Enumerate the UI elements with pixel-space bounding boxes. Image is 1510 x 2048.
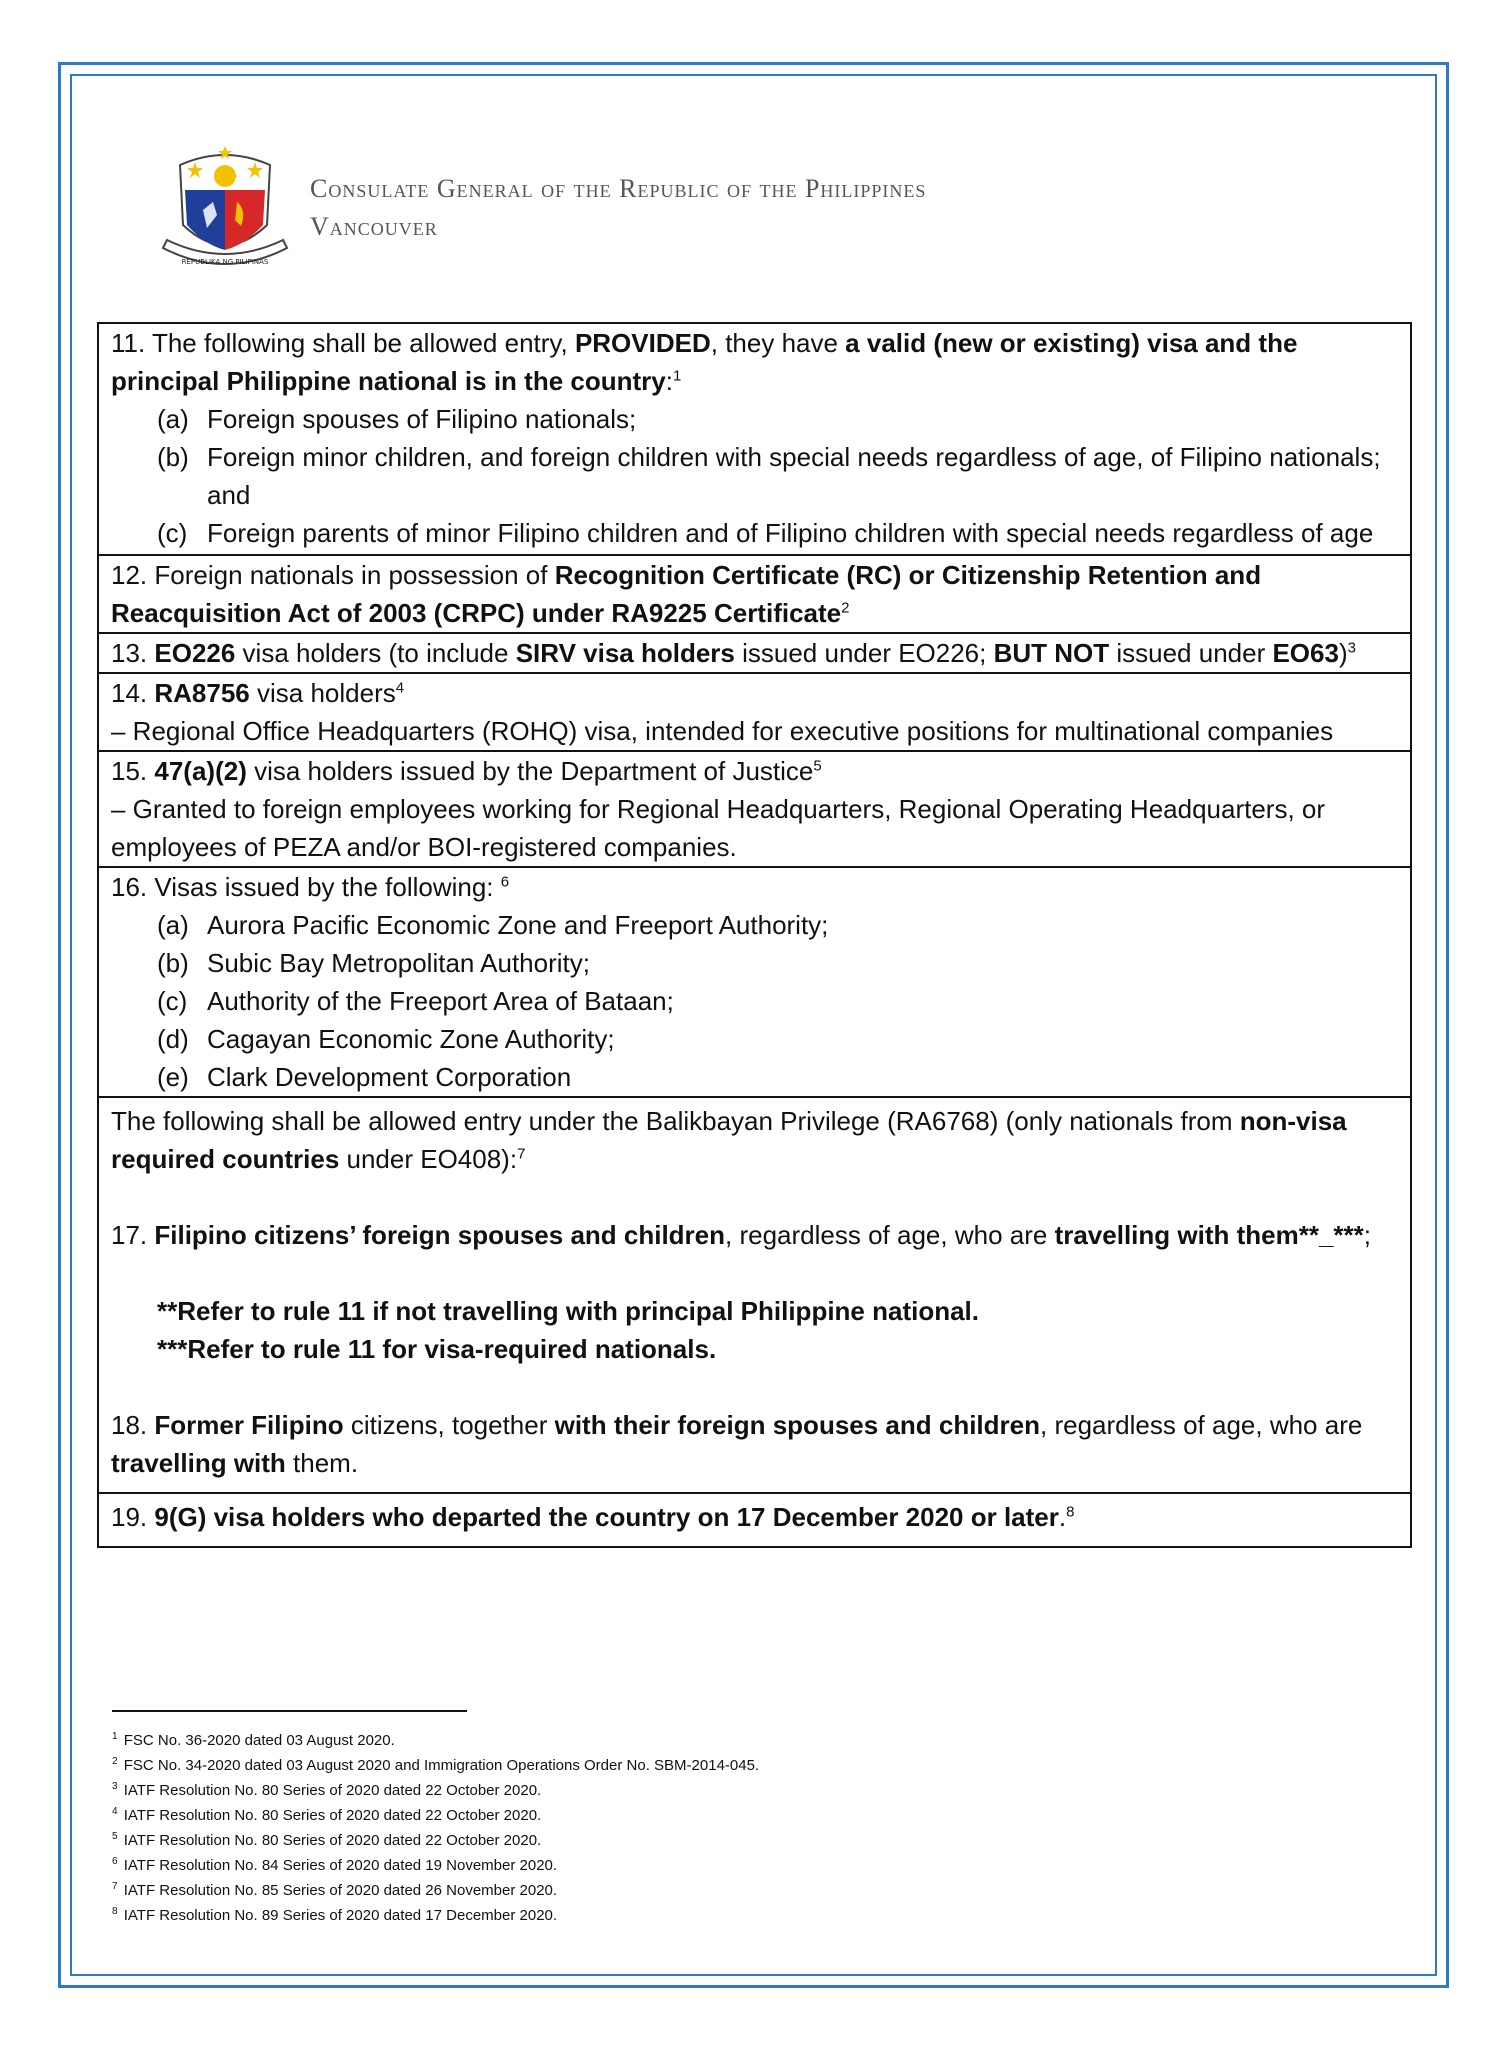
footnote-divider [112, 1710, 467, 1712]
rule-18-former-filipino: Former Filipino [154, 1410, 344, 1440]
rule-16-item [111, 906, 1398, 944]
item-text: Cagayan Economic Zone Authority; [207, 1024, 615, 1054]
rule-11-text: , they have [710, 328, 846, 358]
footnote [112, 1828, 759, 1853]
rule-11-text: 11. The following shall be allowed entry, [111, 328, 575, 358]
rule-11-condition: a valid (new or existing) visa and the principal Philippine national is in the country [111, 328, 1298, 396]
footnote-ref: 2 [841, 599, 850, 617]
footnote [112, 1903, 759, 1928]
footnote-ref: 4 [395, 679, 405, 697]
rule-15-text: visa holders issued by the Department of Justice [246, 756, 814, 786]
footnote-number: 4 [112, 1806, 118, 1817]
rule-17-text: ; [1363, 1220, 1371, 1250]
item-text: Foreign spouses of Filipino nationals; [207, 404, 637, 434]
rule-18-text: them. [285, 1448, 359, 1478]
footnote-number: 3 [112, 1781, 118, 1792]
rule-14-ra8756: RA8756 [154, 678, 250, 708]
item-text: Foreign parents of minor Filipino children and of Filipino children with special needs regardless of age [207, 518, 1374, 548]
rule-15-text: 15. [111, 756, 155, 786]
rule-11-provided: PROVIDED [574, 328, 711, 358]
rule-17-text: 17. [111, 1220, 155, 1250]
rule-18-travelling: travelling with [111, 1448, 286, 1478]
item-label: (d) [157, 1024, 189, 1054]
balikbayan-row [98, 1097, 1411, 1493]
rule-18-text: , regardless of age, who are [1040, 1410, 1363, 1440]
rule-13-sirv: SIRV visa holders [515, 638, 735, 668]
footnote-ref: 7 [517, 1145, 526, 1163]
rule-13-row [98, 633, 1411, 673]
rule-19-text: . [1058, 1502, 1067, 1532]
entry-rules-table [97, 322, 1412, 1548]
rule-19-row [98, 1493, 1411, 1547]
rule-14-text: 14. [111, 678, 155, 708]
footnote [112, 1753, 759, 1778]
item-text: Aurora Pacific Economic Zone and Freeport Authority; [207, 910, 829, 940]
footnote-text: FSC No. 36-2020 dated 03 August 2020. [123, 1732, 395, 1749]
rule-19-9g-visa: 9(G) visa holders who departed the country on 17 December 2020 or later [154, 1502, 1059, 1532]
balikbayan-text: under EO408): [339, 1144, 518, 1174]
header-line-2: Vancouver [310, 212, 438, 241]
rule-17-travelling: travelling with them**_*** [1054, 1220, 1364, 1250]
footnote-text: IATF Resolution No. 84 Series of 2020 dated 19 November 2020. [123, 1857, 558, 1874]
rule-12-text: 12. Foreign nationals in possession of [111, 560, 555, 590]
footnote-ref: 8 [1066, 1503, 1075, 1521]
item-text: Subic Bay Metropolitan Authority; [207, 948, 590, 978]
footnote-text: IATF Resolution No. 80 Series of 2020 dated 22 October 2020. [123, 1807, 542, 1824]
rule-16-item [111, 1058, 1398, 1096]
footnote-text: IATF Resolution No. 85 Series of 2020 dated 26 November 2020. [123, 1882, 558, 1899]
footnote-ref: 6 [500, 873, 510, 891]
footnote-ref: 1 [672, 367, 682, 385]
item-label: (b) [157, 948, 189, 978]
footnotes [112, 1728, 759, 1928]
item-text: Clark Development Corporation [207, 1062, 572, 1092]
rule-17-text: , regardless of age, who are [725, 1220, 1055, 1250]
footnote-number: 8 [112, 1906, 118, 1917]
rule-16-item [111, 1020, 1398, 1058]
footnote [112, 1853, 759, 1878]
footnote [112, 1778, 759, 1803]
seal-text: REPUBLIKA NG PILIPINAS [181, 258, 269, 266]
footnote-ref: 3 [1347, 639, 1356, 657]
balikbayan-text: The following shall be allowed entry under the Balikbayan Privilege (RA6768) (only nationals from [111, 1106, 1240, 1136]
rule-15-47a2: 47(a)(2) [154, 756, 247, 786]
item-label: (a) [157, 404, 189, 434]
footnote [112, 1803, 759, 1828]
rule-13-text: issued under [1109, 638, 1273, 668]
rule-11-text: : [665, 366, 673, 396]
rule-14-row [98, 673, 1411, 751]
rule-13-text: issued under EO226; [734, 638, 994, 668]
footnote-number: 1 [112, 1731, 118, 1742]
rule-18-spouses-children: with their foreign spouses and children [554, 1410, 1041, 1440]
rule-15-description: – Granted to foreign employees working for Regional Headquarters, Regional Operating Headquarters, or employees of PEZA and/or BOI-registered companies. [111, 794, 1326, 862]
footnote-ref: 5 [813, 757, 822, 775]
rule-11-row [98, 323, 1411, 555]
rule-15-row [98, 751, 1411, 867]
item-label: (c) [157, 518, 188, 548]
footnote [112, 1728, 759, 1753]
rule-11-item [111, 514, 1398, 552]
footnote-text: FSC No. 34-2020 dated 03 August 2020 and Immigration Operations Order No. SBM-2014-045. [123, 1757, 760, 1774]
footnote-number: 2 [112, 1756, 118, 1767]
item-label: (b) [157, 442, 189, 472]
rule-17-note-1: **Refer to rule 11 if not travelling with principal Philippine national. [157, 1296, 980, 1326]
item-text: Foreign minor children, and foreign children with special needs regardless of age, of Filipino nationals; and [207, 442, 1381, 510]
item-label: (a) [157, 910, 189, 940]
rule-13-text: visa holders (to include [235, 638, 516, 668]
rule-13-text: ) [1338, 638, 1348, 668]
item-text: Authority of the Freeport Area of Bataan; [207, 986, 674, 1016]
rule-11-item [111, 400, 1398, 438]
rule-16-text: 16. Visas issued by the following: [111, 872, 501, 902]
rule-17-note-2: ***Refer to rule 11 for visa-required nationals. [157, 1334, 717, 1364]
rule-12-row [98, 555, 1411, 633]
footnote-text: IATF Resolution No. 89 Series of 2020 dated 17 December 2020. [123, 1907, 558, 1924]
item-label: (c) [157, 986, 188, 1016]
footnote-number: 6 [112, 1856, 118, 1867]
item-label: (e) [157, 1062, 189, 1092]
rule-12-certificate: Recognition Certificate (RC) or Citizenship Retention and Reacquisition Act of 2003 (CRPC) under RA9225 Certificate [111, 560, 1262, 628]
footnote-text: IATF Resolution No. 80 Series of 2020 dated 22 October 2020. [123, 1832, 542, 1849]
rule-13-text: 13. [111, 638, 155, 668]
rule-11-item [111, 438, 1398, 514]
consulate-header [310, 170, 926, 246]
rule-14-description: – Regional Office Headquarters (ROHQ) visa, intended for executive positions for multinational companies [111, 716, 1334, 746]
rule-13-eo63: EO63 [1272, 638, 1339, 668]
rule-14-text: visa holders [249, 678, 396, 708]
rule-18-text: citizens, together [343, 1410, 555, 1440]
header-line-1: Consulate General of the Republic of the Philippines [310, 174, 927, 203]
rule-19-text: 19. [111, 1502, 155, 1532]
philippine-seal-logo [155, 140, 295, 280]
rule-17-spouses-children: Filipino citizens’ foreign spouses and children [154, 1220, 726, 1250]
footnote [112, 1878, 759, 1903]
balikbayan-non-visa: non-visa required countries [111, 1106, 1347, 1174]
rule-16-item [111, 982, 1398, 1020]
rule-13-eo226: EO226 [154, 638, 236, 668]
footnote-text: IATF Resolution No. 80 Series of 2020 dated 22 October 2020. [123, 1782, 542, 1799]
footnote-number: 5 [112, 1831, 118, 1842]
rule-16-row [98, 867, 1411, 1097]
rule-18-text: 18. [111, 1410, 155, 1440]
footnote-number: 7 [112, 1881, 118, 1892]
rule-16-item [111, 944, 1398, 982]
rule-13-but-not: BUT NOT [993, 638, 1110, 668]
